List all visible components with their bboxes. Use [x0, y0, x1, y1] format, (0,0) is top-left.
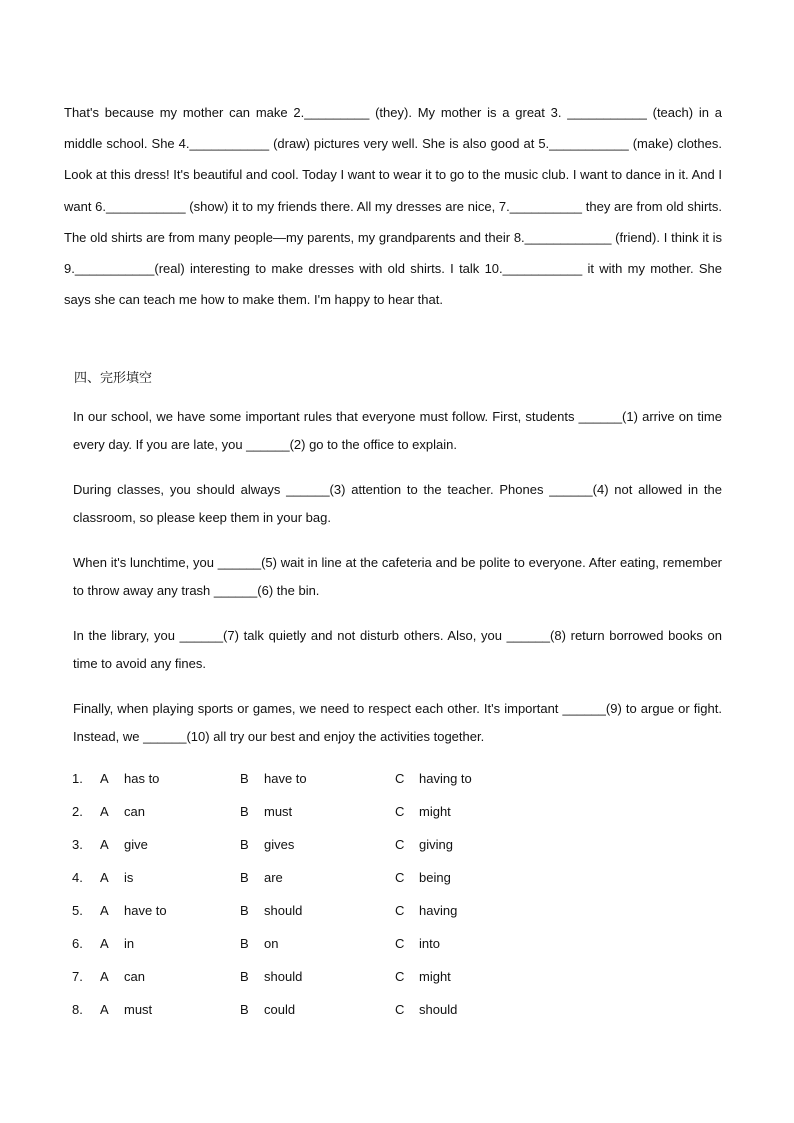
- option-b-text: on: [264, 936, 279, 951]
- option-c-label: C: [395, 771, 405, 786]
- option-row: [72, 866, 712, 899]
- option-a-text: must: [124, 1002, 153, 1017]
- option-row: [72, 800, 712, 833]
- option-row: [72, 767, 712, 800]
- option-a-label: A: [100, 804, 109, 819]
- option-c-text: might: [419, 969, 451, 984]
- option-a-label: A: [100, 771, 109, 786]
- options-list: [72, 767, 712, 1031]
- option-b-text: could: [264, 1002, 296, 1017]
- option-c-text: being: [419, 870, 451, 885]
- option-b-text: have to: [264, 771, 307, 786]
- option-a-text: is: [124, 870, 134, 885]
- option-row: [72, 965, 712, 998]
- option-a-label: A: [100, 969, 109, 984]
- option-c-label: C: [395, 870, 405, 885]
- question-number: 1.: [72, 771, 83, 786]
- option-c-label: C: [395, 1002, 405, 1017]
- option-a-text: give: [124, 837, 148, 852]
- question-number: 2.: [72, 804, 83, 819]
- question-number: 8.: [72, 1002, 83, 1017]
- option-b-text: should: [264, 903, 303, 918]
- option-c-label: C: [395, 804, 405, 819]
- option-c-text: giving: [419, 837, 453, 852]
- option-b-label: B: [240, 903, 249, 918]
- grammar-fill-passage: That's because my mother can make 2._________ (they). My mother is a great 3. ___________ (teach) in a middle school. She 4.___________ (draw) pictures very well. She is also good at 5.___________ (make) clothes. Look at this dress! It's beautiful and cool. Today I want to wear it to go to the music club. I want to dance in it. And I want 6.___________ (show) it to my friends there. All my dresses are nice, 7.__________ they are from old shirts. The old shirts are from many people—my parents, my grandparents and their 8.____________ (friend). I think it is 9.___________(real) interesting to make dresses with old shirts. I talk 10.___________ it with my mother. She says she can teach me how to make them. I'm happy to hear that.: [64, 105, 722, 308]
- question-number: 3.: [72, 837, 83, 852]
- option-b-text: are: [264, 870, 283, 885]
- option-c-label: C: [395, 936, 405, 951]
- option-c-text: into: [419, 936, 440, 951]
- option-b-label: B: [240, 969, 249, 984]
- option-a-text: have to: [124, 903, 167, 918]
- question-number: 5.: [72, 903, 83, 918]
- option-b-label: B: [240, 936, 249, 951]
- option-a-text: can: [124, 804, 145, 819]
- option-b-label: B: [240, 1002, 249, 1017]
- option-a-text: can: [124, 969, 145, 984]
- option-row: [72, 932, 712, 965]
- option-b-text: gives: [264, 837, 295, 852]
- option-a-text: in: [124, 936, 135, 951]
- option-b-label: B: [240, 804, 249, 819]
- option-a-label: A: [100, 936, 109, 951]
- section-heading-cloze: 四、完形填空: [74, 371, 153, 386]
- option-b-label: B: [240, 837, 249, 852]
- option-row: [72, 899, 712, 932]
- option-b-label: B: [240, 870, 249, 885]
- cloze-paragraph: In the library, you ______(7) talk quietly and not disturb others. Also, you ______(8) return borrowed books on time to avoid any fines.: [73, 628, 722, 671]
- cloze-paragraph: When it's lunchtime, you ______(5) wait in line at the cafeteria and be polite to everyone. After eating, remember to throw away any trash ______(6) the bin.: [73, 555, 722, 598]
- option-a-label: A: [100, 837, 109, 852]
- option-a-label: A: [100, 903, 109, 918]
- option-c-text: having: [419, 903, 458, 918]
- option-c-label: C: [395, 837, 405, 852]
- option-a-text: has to: [124, 771, 160, 786]
- cloze-paragraph: Finally, when playing sports or games, we need to respect each other. It's important ______(9) to argue or fight. Instead, we ______(10) all try our best and enjoy the activities together.: [73, 701, 722, 744]
- question-number: 6.: [72, 936, 83, 951]
- option-b-text: should: [264, 969, 303, 984]
- option-a-label: A: [100, 1002, 109, 1017]
- question-number: 7.: [72, 969, 83, 984]
- option-c-text: having to: [419, 771, 472, 786]
- cloze-paragraph: In our school, we have some important rules that everyone must follow. First, students ______(1) arrive on time every day. If you are late, you ______(2) go to the office to explain.: [73, 409, 722, 452]
- option-b-label: B: [240, 771, 249, 786]
- option-c-text: might: [419, 804, 451, 819]
- option-a-label: A: [100, 870, 109, 885]
- option-row: [72, 833, 712, 866]
- question-number: 4.: [72, 870, 83, 885]
- cloze-paragraph: During classes, you should always ______(3) attention to the teacher. Phones ______(4) not allowed in the classroom, so please keep them in your bag.: [73, 482, 722, 525]
- option-c-label: C: [395, 903, 405, 918]
- option-row: [72, 998, 712, 1031]
- option-b-text: must: [264, 804, 293, 819]
- option-c-text: should: [419, 1002, 458, 1017]
- option-c-label: C: [395, 969, 405, 984]
